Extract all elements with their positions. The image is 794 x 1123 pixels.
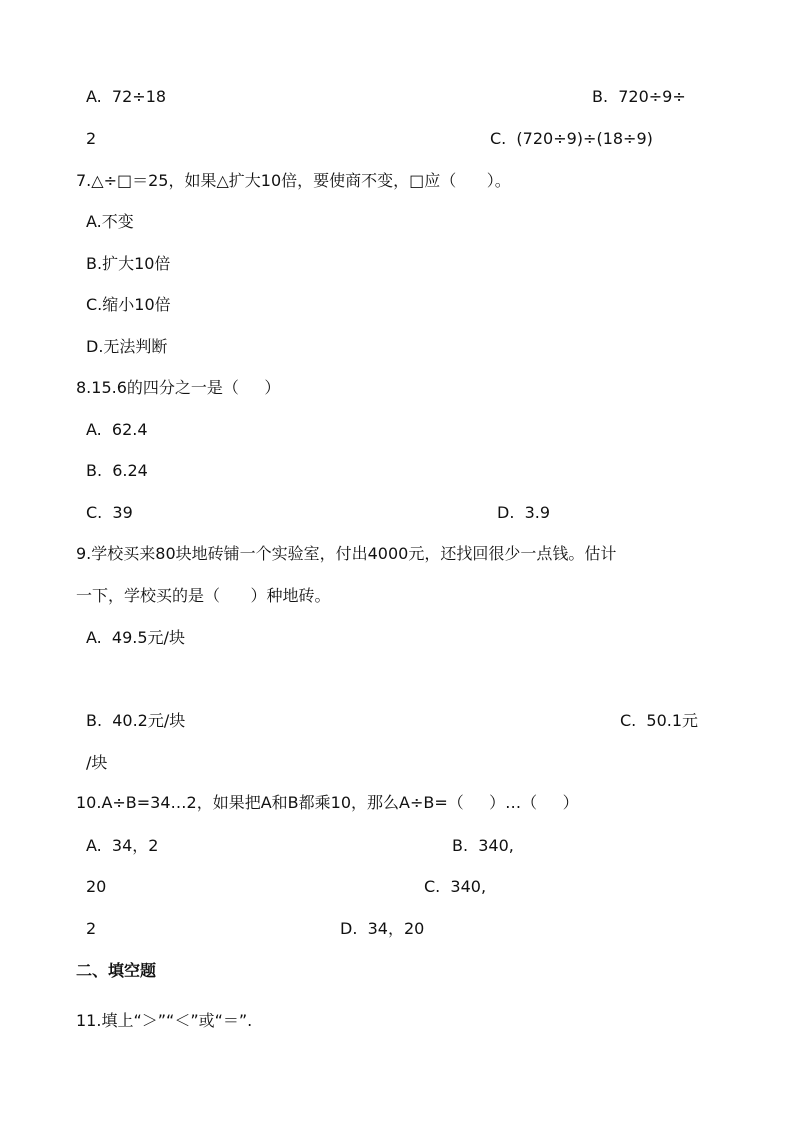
q8-option-d: D. 3.9 <box>497 503 551 522</box>
q8-option-b: B. 6.24 <box>86 461 148 480</box>
q7-option-b: B.扩大10倍 <box>86 254 171 273</box>
q9-option-b: B. 40.2元/块 <box>86 711 186 730</box>
q7-stem: 7.△÷□＝25，如果△扩大10倍，要使商不变，□应（ ）。 <box>76 171 511 190</box>
q10-option-b-continued: 20 <box>86 877 107 896</box>
q10-option-c-continued: 2 <box>86 919 97 938</box>
q9-stem-line-1: 9.学校买来80块地砖铺一个实验室，付出4000元，还找回很少一点钱。估计 <box>76 544 617 563</box>
q8-stem: 8.15.6的四分之一是（ ） <box>76 378 281 397</box>
q6-option-a: A. 72÷18 <box>86 87 167 106</box>
q10-option-b: B. 340, <box>452 836 514 855</box>
q10-option-c: C. 340, <box>424 877 487 896</box>
q7-option-a: A.不变 <box>86 212 134 231</box>
q11-stem: 11.填上“＞”“＜”或“＝”. <box>76 1011 253 1030</box>
q6-option-b: B. 720÷9÷ <box>592 87 686 106</box>
q6-option-c: C. (720÷9)÷(18÷9) <box>490 129 653 148</box>
q10-stem: 10.A÷B=34…2，如果把A和B都乘10，那么A÷B=（ ）…（ ） <box>76 793 579 812</box>
q8-option-c: C. 39 <box>86 503 133 522</box>
q9-option-c-continued: /块 <box>86 753 108 772</box>
q8-option-a: A. 62.4 <box>86 420 148 439</box>
q7-option-c: C.缩小10倍 <box>86 295 171 314</box>
q9-option-c: C. 50.1元 <box>620 711 699 730</box>
q10-option-a: A. 34，2 <box>86 836 159 855</box>
q6-option-b-continued: 2 <box>86 129 97 148</box>
section-2-heading: 二、填空题 <box>76 961 157 980</box>
q10-option-d: D. 34，20 <box>340 919 425 938</box>
q7-option-d: D.无法判断 <box>86 337 168 356</box>
q9-stem-line-2: 一下，学校买的是（ ）种地砖。 <box>76 586 331 605</box>
q9-option-a: A. 49.5元/块 <box>86 628 185 647</box>
